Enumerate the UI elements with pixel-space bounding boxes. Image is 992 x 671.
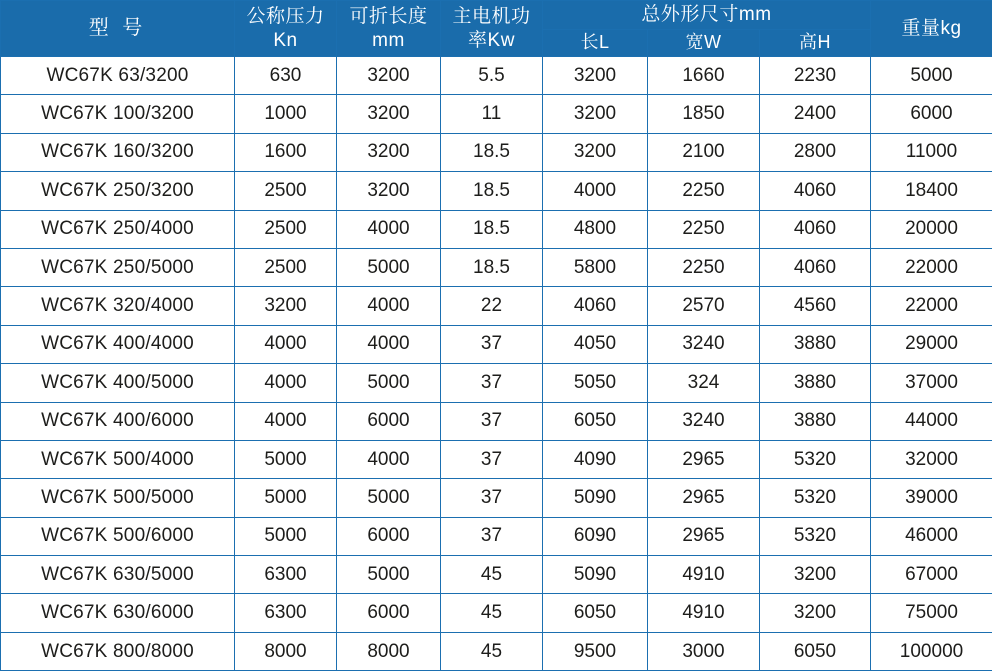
- cell-model: WC67K 400/4000: [1, 325, 235, 363]
- cell-dim-length: 4000: [543, 172, 648, 210]
- cell-motor-power: 18.5: [441, 210, 543, 248]
- cell-weight: 39000: [871, 479, 992, 517]
- table-row: [1, 632, 992, 670]
- cell-model: WC67K 250/5000: [1, 248, 235, 286]
- cell-weight: 67000: [871, 556, 992, 594]
- cell-dim-width: 4910: [648, 556, 760, 594]
- cell-dim-length: 3200: [543, 57, 648, 95]
- cell-dim-width: 4910: [648, 594, 760, 632]
- cell-dim-width: 2965: [648, 479, 760, 517]
- cell-motor-power: 11: [441, 95, 543, 133]
- table-row: [1, 57, 992, 95]
- cell-nominal-pressure: 8000: [235, 632, 337, 670]
- cell-dim-height: 3880: [760, 364, 871, 402]
- cell-motor-power: 37: [441, 364, 543, 402]
- cell-dim-height: 2800: [760, 133, 871, 171]
- cell-motor-power: 37: [441, 402, 543, 440]
- cell-nominal-pressure: 4000: [235, 364, 337, 402]
- cell-nominal-pressure: 5000: [235, 479, 337, 517]
- cell-bend-length: 5000: [337, 479, 441, 517]
- cell-dim-height: 4060: [760, 248, 871, 286]
- header-dim-length: 长L: [543, 30, 648, 57]
- cell-model: WC67K 160/3200: [1, 133, 235, 171]
- cell-model: WC67K 100/3200: [1, 95, 235, 133]
- cell-model: WC67K 630/5000: [1, 556, 235, 594]
- cell-dim-length: 4800: [543, 210, 648, 248]
- table-row: [1, 325, 992, 363]
- cell-dim-width: 2250: [648, 248, 760, 286]
- cell-bend-length: 6000: [337, 517, 441, 555]
- cell-bend-length: 3200: [337, 133, 441, 171]
- header-nominal-pressure-line1: 公称压力: [235, 5, 336, 28]
- cell-nominal-pressure: 2500: [235, 172, 337, 210]
- header-motor-power-line2: 率Kw: [441, 29, 542, 52]
- table-row: [1, 248, 992, 286]
- cell-dim-height: 5320: [760, 479, 871, 517]
- cell-weight: 75000: [871, 594, 992, 632]
- table-row: [1, 440, 992, 478]
- cell-motor-power: 18.5: [441, 172, 543, 210]
- cell-weight: 22000: [871, 287, 992, 325]
- cell-weight: 5000: [871, 57, 992, 95]
- cell-motor-power: 18.5: [441, 248, 543, 286]
- cell-nominal-pressure: 5000: [235, 440, 337, 478]
- cell-weight: 18400: [871, 172, 992, 210]
- header-nominal-pressure-line2: Kn: [235, 29, 336, 52]
- cell-weight: 32000: [871, 440, 992, 478]
- table-row: [1, 210, 992, 248]
- table-row: [1, 517, 992, 555]
- cell-model: WC67K 250/4000: [1, 210, 235, 248]
- cell-weight: 100000: [871, 632, 992, 670]
- cell-dim-length: 3200: [543, 133, 648, 171]
- table-row: [1, 594, 992, 632]
- cell-weight: 44000: [871, 402, 992, 440]
- table-row: [1, 364, 992, 402]
- cell-bend-length: 5000: [337, 248, 441, 286]
- cell-dim-length: 9500: [543, 632, 648, 670]
- cell-dim-width: 2250: [648, 210, 760, 248]
- cell-model: WC67K 250/3200: [1, 172, 235, 210]
- cell-model: WC67K 500/6000: [1, 517, 235, 555]
- cell-motor-power: 5.5: [441, 57, 543, 95]
- cell-dim-width: 3240: [648, 402, 760, 440]
- cell-dim-height: 3880: [760, 402, 871, 440]
- table-row: [1, 95, 992, 133]
- table-row: [1, 133, 992, 171]
- cell-motor-power: 45: [441, 632, 543, 670]
- cell-dim-width: 3240: [648, 325, 760, 363]
- cell-weight: 22000: [871, 248, 992, 286]
- cell-bend-length: 8000: [337, 632, 441, 670]
- header-weight: 重量kg: [871, 1, 992, 57]
- cell-nominal-pressure: 2500: [235, 248, 337, 286]
- cell-dim-width: 2965: [648, 517, 760, 555]
- cell-dim-height: 5320: [760, 517, 871, 555]
- cell-model: WC67K 630/6000: [1, 594, 235, 632]
- cell-dim-width: 1850: [648, 95, 760, 133]
- cell-dim-length: 5800: [543, 248, 648, 286]
- cell-bend-length: 5000: [337, 556, 441, 594]
- cell-weight: 20000: [871, 210, 992, 248]
- header-model: 型 号: [1, 1, 235, 57]
- header-motor-power-line1: 主电机功: [441, 5, 542, 28]
- cell-dim-length: 5050: [543, 364, 648, 402]
- cell-model: WC67K 63/3200: [1, 57, 235, 95]
- cell-nominal-pressure: 1600: [235, 133, 337, 171]
- cell-dim-length: 5090: [543, 556, 648, 594]
- cell-dim-length: 3200: [543, 95, 648, 133]
- header-row-top: [1, 1, 992, 30]
- cell-model: WC67K 400/6000: [1, 402, 235, 440]
- cell-dim-height: 2230: [760, 57, 871, 95]
- table-row: [1, 556, 992, 594]
- cell-weight: 29000: [871, 325, 992, 363]
- table-row: [1, 479, 992, 517]
- cell-dim-width: 3000: [648, 632, 760, 670]
- cell-dim-length: 5090: [543, 479, 648, 517]
- cell-bend-length: 3200: [337, 57, 441, 95]
- cell-nominal-pressure: 6300: [235, 556, 337, 594]
- header-bend-length-line1: 可折长度: [337, 5, 440, 28]
- cell-weight: 11000: [871, 133, 992, 171]
- cell-model: WC67K 400/5000: [1, 364, 235, 402]
- table-header: [1, 1, 992, 57]
- cell-nominal-pressure: 4000: [235, 325, 337, 363]
- cell-dim-height: 6050: [760, 632, 871, 670]
- cell-model: WC67K 800/8000: [1, 632, 235, 670]
- cell-nominal-pressure: 2500: [235, 210, 337, 248]
- cell-nominal-pressure: 1000: [235, 95, 337, 133]
- cell-nominal-pressure: 630: [235, 57, 337, 95]
- table-row: [1, 287, 992, 325]
- cell-motor-power: 37: [441, 479, 543, 517]
- cell-dim-width: 2100: [648, 133, 760, 171]
- header-bend-length: [337, 1, 441, 57]
- cell-dim-height: 3200: [760, 556, 871, 594]
- cell-dim-length: 6090: [543, 517, 648, 555]
- cell-dim-height: 2400: [760, 95, 871, 133]
- cell-motor-power: 18.5: [441, 133, 543, 171]
- header-nominal-pressure: [235, 1, 337, 57]
- table-row: [1, 172, 992, 210]
- cell-dim-width: 324: [648, 364, 760, 402]
- cell-bend-length: 3200: [337, 172, 441, 210]
- cell-motor-power: 37: [441, 440, 543, 478]
- table-body: [1, 57, 992, 671]
- cell-dim-width: 2250: [648, 172, 760, 210]
- cell-weight: 46000: [871, 517, 992, 555]
- cell-dim-height: 3200: [760, 594, 871, 632]
- cell-motor-power: 37: [441, 517, 543, 555]
- cell-nominal-pressure: 6300: [235, 594, 337, 632]
- cell-dim-length: 4050: [543, 325, 648, 363]
- cell-motor-power: 37: [441, 325, 543, 363]
- cell-motor-power: 22: [441, 287, 543, 325]
- cell-motor-power: 45: [441, 594, 543, 632]
- cell-model: WC67K 320/4000: [1, 287, 235, 325]
- header-dim-height: 高H: [760, 30, 871, 57]
- cell-dim-length: 4090: [543, 440, 648, 478]
- cell-bend-length: 4000: [337, 287, 441, 325]
- cell-bend-length: 4000: [337, 210, 441, 248]
- cell-bend-length: 6000: [337, 402, 441, 440]
- cell-nominal-pressure: 5000: [235, 517, 337, 555]
- cell-model: WC67K 500/5000: [1, 479, 235, 517]
- cell-dim-height: 3880: [760, 325, 871, 363]
- cell-dim-length: 6050: [543, 402, 648, 440]
- cell-dim-length: 4060: [543, 287, 648, 325]
- cell-dim-height: 4560: [760, 287, 871, 325]
- cell-nominal-pressure: 3200: [235, 287, 337, 325]
- cell-dim-length: 6050: [543, 594, 648, 632]
- cell-weight: 6000: [871, 95, 992, 133]
- cell-motor-power: 45: [441, 556, 543, 594]
- table-row: [1, 402, 992, 440]
- cell-dim-width: 2965: [648, 440, 760, 478]
- cell-model: WC67K 500/4000: [1, 440, 235, 478]
- cell-dim-width: 1660: [648, 57, 760, 95]
- cell-bend-length: 3200: [337, 95, 441, 133]
- cell-bend-length: 4000: [337, 440, 441, 478]
- header-dim-width: 宽W: [648, 30, 760, 57]
- header-motor-power: [441, 1, 543, 57]
- header-overall-dimensions: 总外形尺寸mm: [543, 1, 871, 30]
- cell-dim-width: 2570: [648, 287, 760, 325]
- cell-dim-height: 4060: [760, 172, 871, 210]
- cell-bend-length: 6000: [337, 594, 441, 632]
- cell-bend-length: 4000: [337, 325, 441, 363]
- cell-weight: 37000: [871, 364, 992, 402]
- cell-dim-height: 5320: [760, 440, 871, 478]
- cell-dim-height: 4060: [760, 210, 871, 248]
- cell-nominal-pressure: 4000: [235, 402, 337, 440]
- header-bend-length-line2: mm: [337, 29, 440, 52]
- cell-bend-length: 5000: [337, 364, 441, 402]
